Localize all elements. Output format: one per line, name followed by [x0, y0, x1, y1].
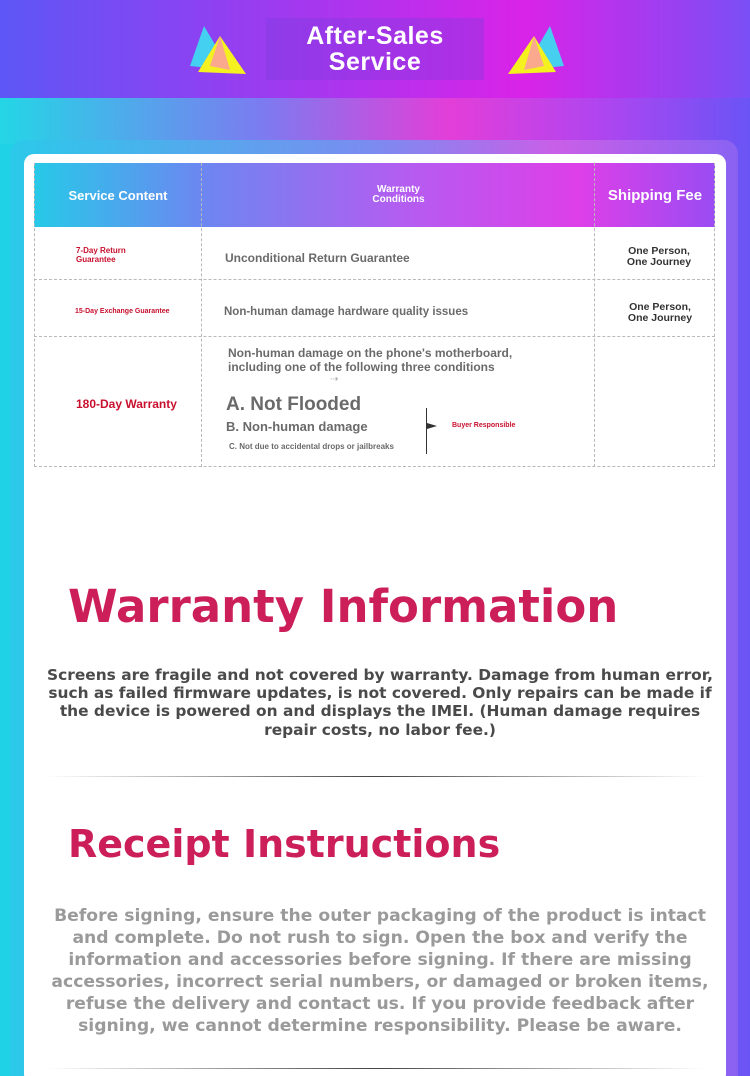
- section-divider: [46, 1068, 706, 1069]
- row3-condition-intro: Non-human damage on the phone's motherboard, including one of the following three conditions: [228, 346, 513, 374]
- receipt-text: Before signing, ensure the outer packaging of the product is intact and complete. Do not rush to sign. Open the box and verify the information and accessories before signing. If there are missing accessories, incorrect serial numbers, or damaged or broken items, refuse the delivery and contact us. If you provide feedback after signing, we cannot determine responsibility. Please be aware.: [51, 906, 709, 1036]
- header-warranty-conditions: Warranty Conditions: [372, 184, 425, 205]
- row2-condition: Non-human damage hardware quality issues: [224, 306, 469, 318]
- arrow-right-icon: [427, 423, 437, 429]
- row1-shipping: One Person, One Journey: [626, 245, 692, 268]
- triangle-decoration-icon: [506, 22, 564, 78]
- section-divider: [46, 776, 706, 777]
- row-divider: [34, 466, 715, 467]
- page-title: After-Sales Service: [306, 22, 444, 76]
- table-divider: [201, 163, 202, 467]
- warranty-title: Warranty Information: [68, 580, 619, 633]
- table-header-row: [34, 163, 715, 227]
- row2-shipping: One Person, One Journey: [627, 301, 693, 324]
- pointer-icon: ⇢: [330, 374, 339, 385]
- row2-service: 15-Day Exchange Guarantee: [75, 308, 170, 315]
- header-shipping-fee: Shipping Fee: [607, 186, 703, 204]
- row-divider: [34, 336, 715, 337]
- receipt-title: Receipt Instructions: [68, 822, 501, 866]
- bracket-line: [426, 408, 427, 454]
- table-border: [34, 163, 35, 467]
- header-service-content: Service Content: [68, 187, 168, 203]
- row3-condition-b: B. Non-human damage: [226, 419, 368, 434]
- table-divider: [594, 163, 595, 467]
- triangle-decoration-icon: [190, 22, 248, 78]
- gradient-band: [0, 98, 750, 144]
- row1-service: 7-Day Return Guarantee: [76, 246, 126, 264]
- row3-condition-c: C. Not due to accidental drops or jailbreaks: [229, 442, 394, 451]
- page-title-box: [266, 18, 484, 80]
- row-divider: [34, 279, 715, 280]
- row3-service: 180-Day Warranty: [76, 397, 177, 411]
- buyer-responsible-tag: Buyer Responsible: [452, 422, 516, 429]
- warranty-text: Screens are fragile and not covered by warranty. Damage from human error, such as failed firmware updates, is not covered. Only repairs can be made if the device is powered on and displays the IMEI. (Human damage requires repair costs, no labor fee.): [47, 666, 713, 739]
- row1-condition: Unconditional Return Guarantee: [225, 251, 410, 265]
- row3-condition-a: A. Not Flooded: [226, 394, 362, 415]
